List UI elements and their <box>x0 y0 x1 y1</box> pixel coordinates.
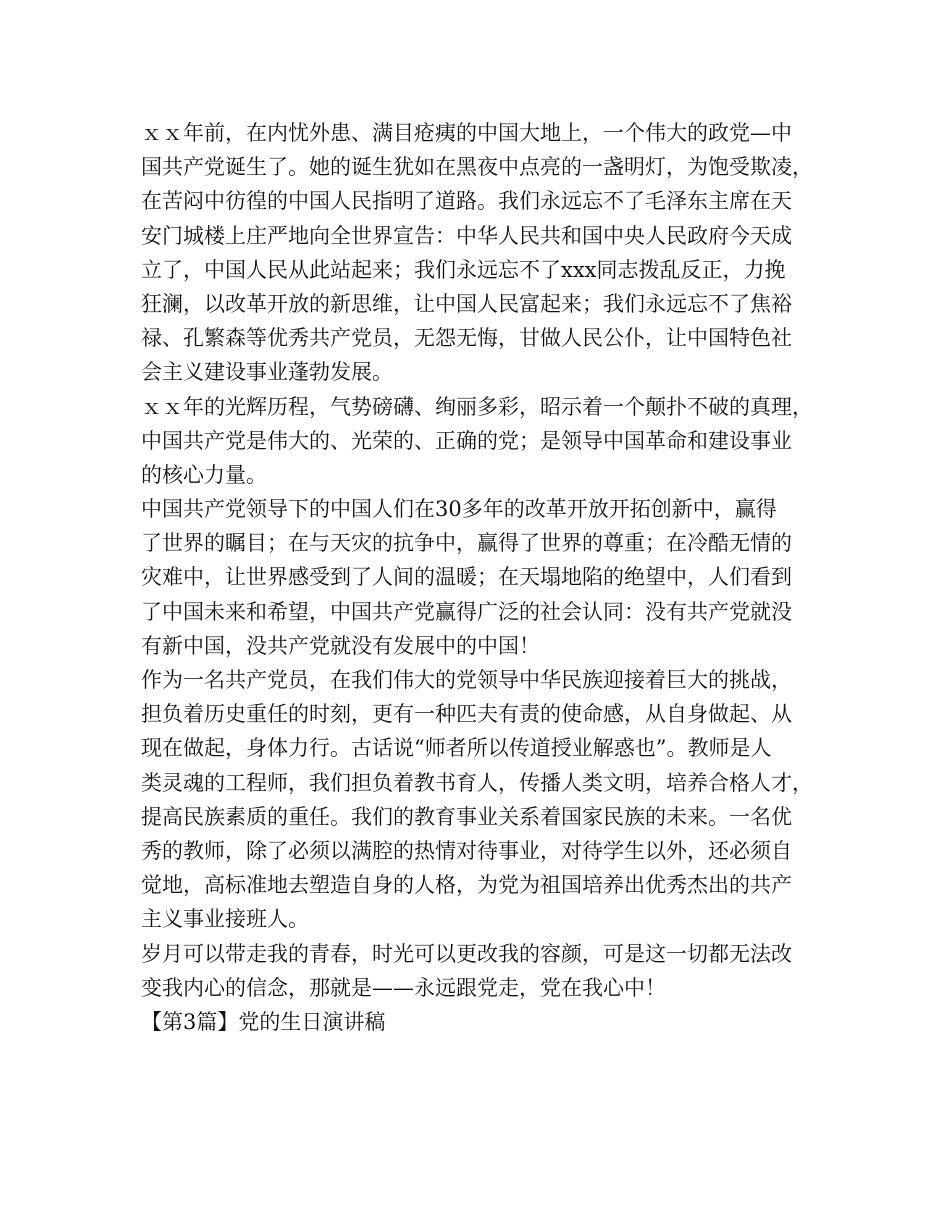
paragraph <box>141 390 831 493</box>
text-line: 岁月可以带走我的青春，时光可以更改我的容颜，可是这一切都无法改 <box>141 941 792 966</box>
text-line: 秀的教师，除了必须以满腔的热情对待事业，对待学生以外，还必须自 <box>141 838 792 863</box>
text-line: ｘｘ年前，在内忧外患、满目疮痍的中国大地上，一个伟大的政党—中 <box>141 121 792 145</box>
text-line: 变我内心的信念，那就是——永远跟党走，党在我心中！ <box>141 975 666 1000</box>
text-line: 担负着历史重任的时刻，更有一种匹夫有责的使命感，从自身做起、从 <box>141 702 792 727</box>
text-line: 主义事业接班人。 <box>141 907 309 932</box>
text-line: 在苦闷中彷徨的中国人民指明了道路。我们永远忘不了毛泽东主席在天 <box>141 189 792 214</box>
text-line: 了中国未来和希望，中国共产党赢得广泛的社会认同：没有共产党就没 <box>141 599 792 624</box>
text-line: 有新中国，没共产党就没有发展中的中国！ <box>141 633 540 658</box>
text-line: 灾难中，让世界感受到了人间的温暖；在天塌地陷的绝望中，人们看到 <box>141 565 792 590</box>
text-line: 中国共产党是伟大的、光荣的、正确的党；是领导中国革命和建设事业 <box>141 428 792 453</box>
paragraph <box>141 663 831 937</box>
paragraph <box>141 492 831 663</box>
text-line: 了世界的瞩目；在与天灾的抗争中，赢得了世界的尊重；在冷酷无情的 <box>141 531 792 556</box>
text-line: ｘｘ年的光辉历程，气势磅礴、绚丽多彩，昭示着一个颠扑不破的真理， <box>141 394 813 419</box>
text-line: 【第3篇】党的生日演讲稿 <box>141 1009 386 1034</box>
text-line: 现在做起，身体力行。古话说“师者所以传道授业解惑也”。教师是人 <box>141 736 772 761</box>
text-line: 类灵魂的工程师，我们担负着教书育人，传播人类文明，培养合格人才， <box>141 770 813 795</box>
text-line: 会主义建设事业蓬勃发展。 <box>141 360 393 385</box>
text-line: 觉地，高标准地去塑造自身的人格，为党为祖国培养出优秀杰出的共产 <box>141 873 792 898</box>
text-line: 提高民族素质的重任。我们的教育事业关系着国家民族的未来。一名优 <box>141 804 792 829</box>
text-line: 的核心力量。 <box>141 462 267 487</box>
text-line: 作为一名共产党员，在我们伟大的党领导中华民族迎接着巨大的挑战， <box>141 668 792 692</box>
text-line: 中国共产党领导下的中国人们在30多年的改革开放开拓创新中，赢得 <box>141 497 777 522</box>
paragraph <box>141 116 831 390</box>
document-body <box>141 116 831 1039</box>
section-heading <box>141 1005 831 1039</box>
text-line: 安门城楼上庄严地向全世界宣告：中华人民共和国中央人民政府今天成 <box>141 223 792 248</box>
paragraph <box>141 937 831 1005</box>
text-line: 国共产党诞生了。她的诞生犹如在黑夜中点亮的一盏明灯，为饱受欺凌， <box>141 155 813 180</box>
text-line: 立了，中国人民从此站起来；我们永远忘不了xxx同志拨乱反正，力挽 <box>141 257 786 282</box>
text-line: 狂澜，以改革开放的新思维，让中国人民富起来；我们永远忘不了焦裕 <box>141 291 792 316</box>
text-line: 禄、孔繁森等优秀共产党员，无怨无悔，甘做人民公仆，让中国特色社 <box>141 326 792 351</box>
